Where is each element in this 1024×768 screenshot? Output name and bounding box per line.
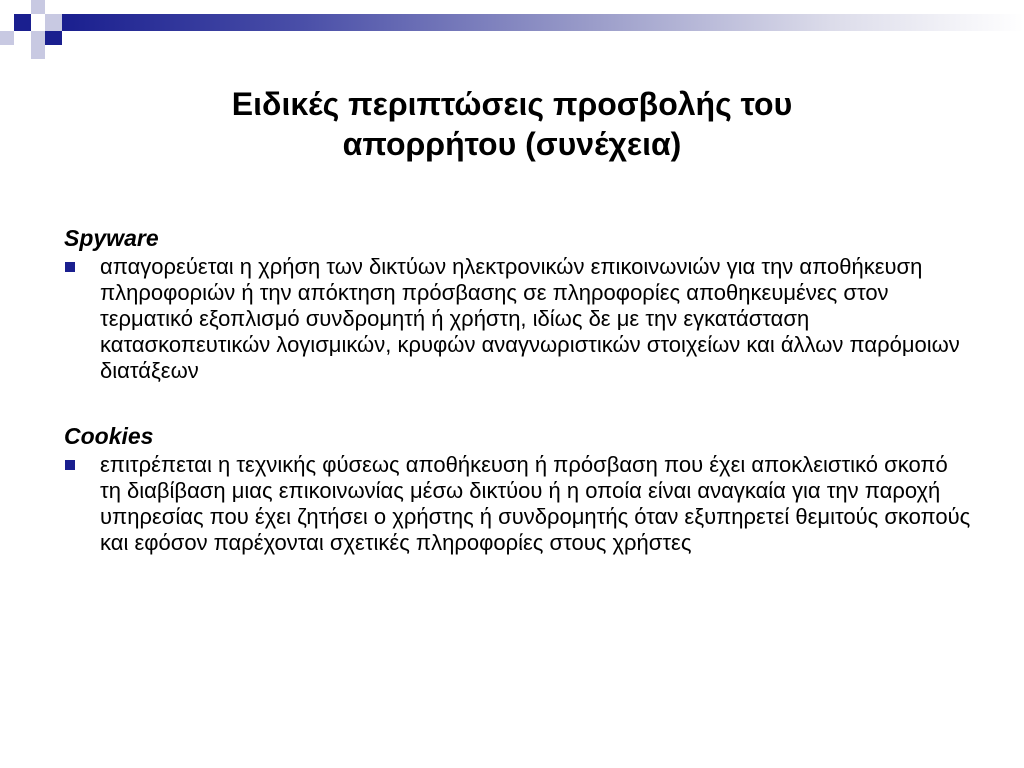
section-spyware	[64, 224, 974, 384]
square-bullet-icon	[65, 262, 75, 272]
deco-square-navy-2	[45, 31, 62, 45]
deco-square-light-1	[31, 0, 45, 14]
deco-square-light-5	[31, 45, 45, 59]
slide-content	[64, 224, 974, 556]
deco-square-light-4	[31, 31, 45, 45]
bullet-item	[64, 254, 974, 384]
section-heading: Spyware	[64, 225, 159, 251]
deco-square-navy-1	[14, 14, 31, 31]
section-cookies	[64, 422, 974, 556]
slide-title	[60, 84, 964, 164]
bullet-text: επιτρέπεται η τεχνικής φύσεως αποθήκευση ή πρόσβαση που έχει αποκλειστικό σκοπό τη διαβίβαση μιας επικοινωνίας μέσω δικτύου ή η οποία είναι αναγκαία για την παροχή υπηρεσίας που έχει ζητήσει ο χρήστης ή συνδρομητής όταν εξυπηρετεί θεμιτούς σκοπούς και εφόσον παρέχονται σχετικές πληροφορίες στους χρήστες	[100, 452, 971, 555]
square-bullet-icon	[65, 460, 75, 470]
deco-square-light-3	[0, 31, 14, 45]
header-decoration	[0, 0, 1024, 60]
slide-title-line-1: Ειδικές περιπτώσεις προσβολής του	[231, 86, 793, 122]
bullet-text: απαγορεύεται η χρήση των δικτύων ηλεκτρονικών επικοινωνιών για την αποθήκευση πληροφοριών ή την απόκτηση πρόσβασης σε πληροφορίες αποθηκευμένες στον τερματικό εξοπλισμό συνδρομητή ή χρήστη, ιδίως δε με την εγκατάσταση κατασκοπευτικών λογισμικών, κρυφών αναγνωριστικών στοιχείων και άλλων παρόμοιων διατάξεων	[100, 254, 960, 383]
deco-square-light-2	[45, 14, 62, 31]
bullet-item	[64, 452, 974, 556]
slide-title-line-2: απορρήτου (συνέχεια)	[342, 126, 682, 162]
section-heading: Cookies	[64, 423, 154, 449]
header-gradient-bar	[62, 14, 1024, 31]
